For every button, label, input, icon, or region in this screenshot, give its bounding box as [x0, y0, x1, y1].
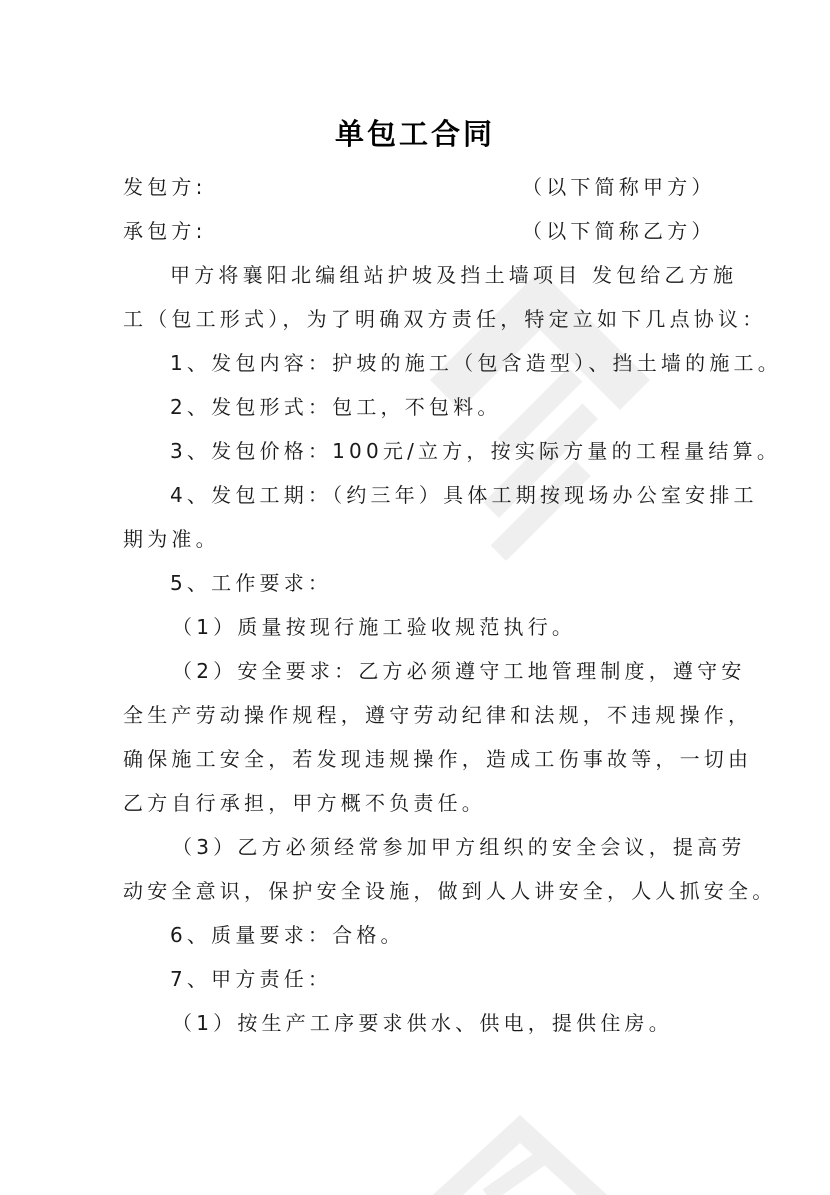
clause-5-item-2-line-1: （2）安全要求：乙方必须遵守工地管理制度，遵守安 — [172, 659, 746, 683]
clause-4-line-2: 期为准。 — [123, 527, 220, 551]
clause-5-item-2-line-4: 乙方自行承担，甲方概不负责任。 — [123, 791, 486, 815]
party-a-label: 发包方: — [123, 175, 207, 199]
clause-1: 1、发包内容：护坡的施工（包含造型）、挡土墙的施工。 — [170, 351, 782, 375]
clause-5-item-2-line-3: 确保施工安全，若发现违规操作，造成工伤事故等，一切由 — [123, 747, 753, 771]
clause-5-item-3-line-2: 动安全意识，保护安全设施，做到人人讲安全，人人抓安全。 — [123, 879, 777, 903]
clause-3: 3、发包价格：100元/立方，按实际方量的工程量结算。 — [170, 439, 782, 463]
clause-6: 6、质量要求：合格。 — [170, 923, 405, 947]
clause-5-item-2-line-2: 全生产劳动操作规程，遵守劳动纪律和法规，不违规操作， — [123, 703, 753, 727]
intro-line-2: 工（包工形式），为了明确双方责任，特定立如下几点协议： — [123, 307, 767, 331]
clause-7-heading: 7、甲方责任： — [170, 967, 333, 991]
party-b-note: （以下简称乙方） — [522, 219, 716, 243]
watermark-logo-bottom-icon — [400, 1115, 640, 1195]
party-a-note: （以下简称甲方） — [522, 175, 716, 199]
clause-5-heading: 5、工作要求： — [170, 571, 333, 595]
intro-line-1: 甲方将襄阳北编组站护坡及挡土墙项目 发包给乙方施 — [170, 263, 738, 287]
document-title: 单包工合同 — [334, 117, 495, 151]
clause-5-item-3-line-1: （3）乙方必须经常参加甲方组织的安全会议，提高劳 — [172, 835, 746, 859]
clause-5-item-1: （1）质量按现行施工验收规范执行。 — [172, 615, 577, 639]
clause-4-line-1: 4、发包工期：（约三年）具体工期按现场办公室安排工 — [170, 483, 758, 507]
clause-7-item-1: （1）按生产工序要求供水、供电，提供住房。 — [172, 1011, 673, 1035]
party-b-label: 承包方: — [123, 219, 207, 243]
clause-2: 2、发包形式：包工，不包料。 — [170, 395, 502, 419]
